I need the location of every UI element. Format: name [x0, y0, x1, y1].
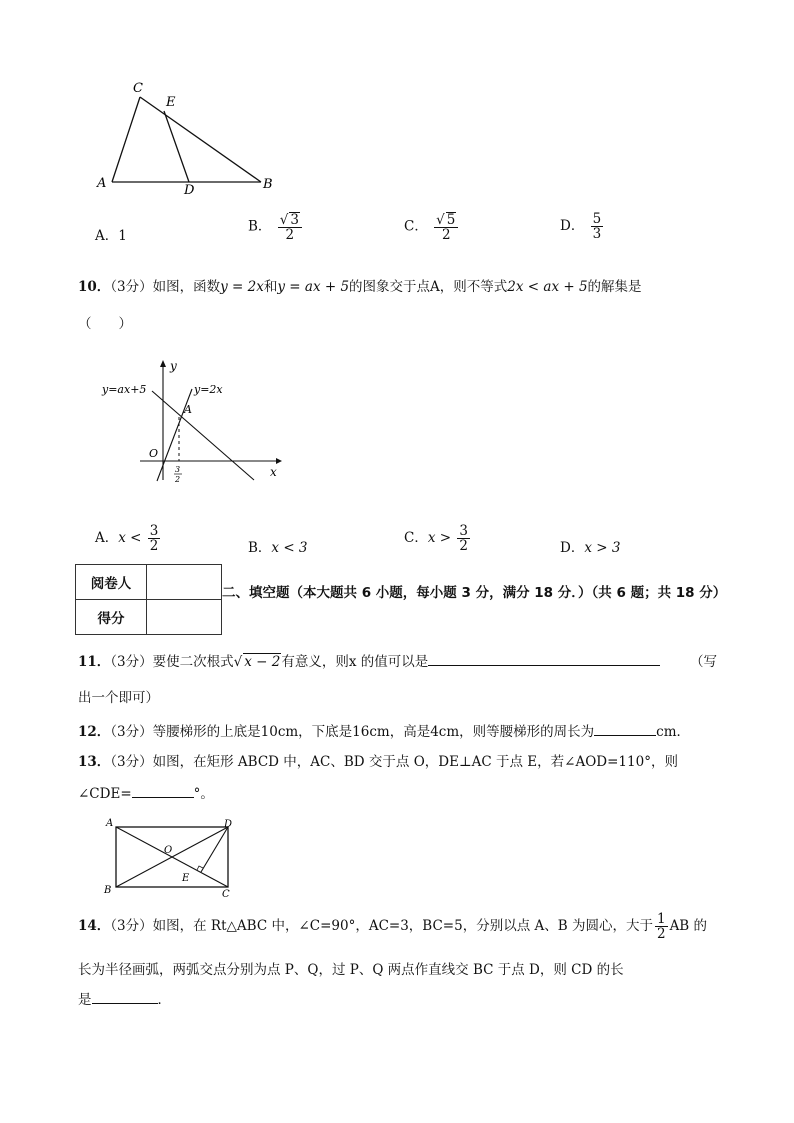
line-graph-figure: [100, 355, 290, 490]
reviewer-label: 阅卷人: [76, 565, 147, 600]
rect-label-e: E: [182, 873, 190, 884]
q13-answer-blank[interactable]: [132, 797, 194, 798]
tick-den: 2: [175, 475, 181, 484]
label-d: D: [184, 183, 195, 198]
q11-line2: 出一个即可）: [78, 690, 159, 706]
q14-answer-blank[interactable]: [92, 1003, 158, 1004]
q13-text: 13．（3分）如图，在矩形 ABCD 中，AC、BD 交于点 O，DE⊥AC 于点 E，若∠AOD=110°，则: [78, 754, 678, 770]
q10-option-b[interactable]: B．x < 3: [248, 540, 308, 556]
y-axis-label: y: [170, 359, 177, 373]
label-b: B: [263, 177, 273, 192]
label-e: E: [166, 95, 176, 110]
label-c: C: [133, 81, 143, 96]
point-a-label: A: [184, 403, 192, 416]
q11-tail: （写: [690, 654, 717, 670]
q11-text: 11．（3分）要使二次根式√ x − 2有意义，则x 的值可以是: [78, 650, 660, 670]
rect-label-o: O: [164, 845, 173, 856]
line1-label: y=ax+5: [102, 383, 147, 396]
x-axis-label: x: [270, 465, 277, 479]
rect-label-d: D: [224, 819, 233, 830]
q9-option-b[interactable]: B． $\frac{√ 3}{2}$: [248, 212, 304, 242]
q14-line2: 长为半径画弧，两弧交点分别为点 P、Q，过 P、Q 两点作直线交 BC 于点 D，则 CD 的长: [78, 962, 624, 978]
triangle-figure: [90, 75, 290, 200]
q14-line3: 是 ．: [78, 992, 171, 1008]
q12-answer-blank[interactable]: [594, 735, 656, 736]
rect-label-c: C: [222, 889, 230, 900]
q10-option-d[interactable]: D．x > 3: [560, 540, 621, 556]
rect-label-a: A: [106, 818, 114, 829]
tick-num: 3: [175, 465, 181, 474]
q10-text: 10．（3分）如图，函数y = 2x和y = ax + 5的图象交于点A，则不等式2x < ax + 5的解集是: [78, 279, 642, 295]
q13-line2: ∠CDE= °。: [78, 786, 214, 802]
line2-label: y=2x: [194, 383, 223, 396]
q9-option-c[interactable]: C． $\frac{√ 5}{2}$: [404, 212, 460, 242]
q10-option-c[interactable]: C．x > $\frac{3}{2}$: [404, 523, 468, 555]
rectangle-figure: [98, 815, 243, 900]
origin-label: O: [149, 447, 159, 460]
score-table: [75, 564, 222, 635]
reviewer-box[interactable]: [147, 565, 222, 600]
score-box[interactable]: [147, 600, 222, 635]
label-a: A: [97, 176, 107, 191]
q10-option-a[interactable]: A．x < $\frac{3}{2}$: [95, 523, 159, 555]
q9-option-a[interactable]: A．1: [95, 228, 127, 244]
q10-answer-paren: （ ）: [78, 316, 132, 332]
q9-option-d[interactable]: D． $\frac{5}{3}$: [560, 211, 602, 243]
score-label: 得分: [76, 600, 147, 635]
q12-text: 12．（3分）等腰梯形的上底是10cm，下底是16cm，高是4cm，则等腰梯形的周长为 cm．: [78, 724, 691, 740]
section-title: 二、填空题（本大题共 6 小题，每小题 3 分，满分 18 分．）（共 6 题；共 18 分）: [222, 585, 727, 601]
q14-text: 14．（3分）如图，在 Rt△ABC 中，∠C=90°，AC=3，BC=5，分别以点 A、B 为圆心，大于 $\frac{1}{2}$ AB 的: [78, 911, 708, 943]
q11-answer-blank[interactable]: [428, 665, 660, 666]
rect-label-b: B: [104, 885, 112, 896]
